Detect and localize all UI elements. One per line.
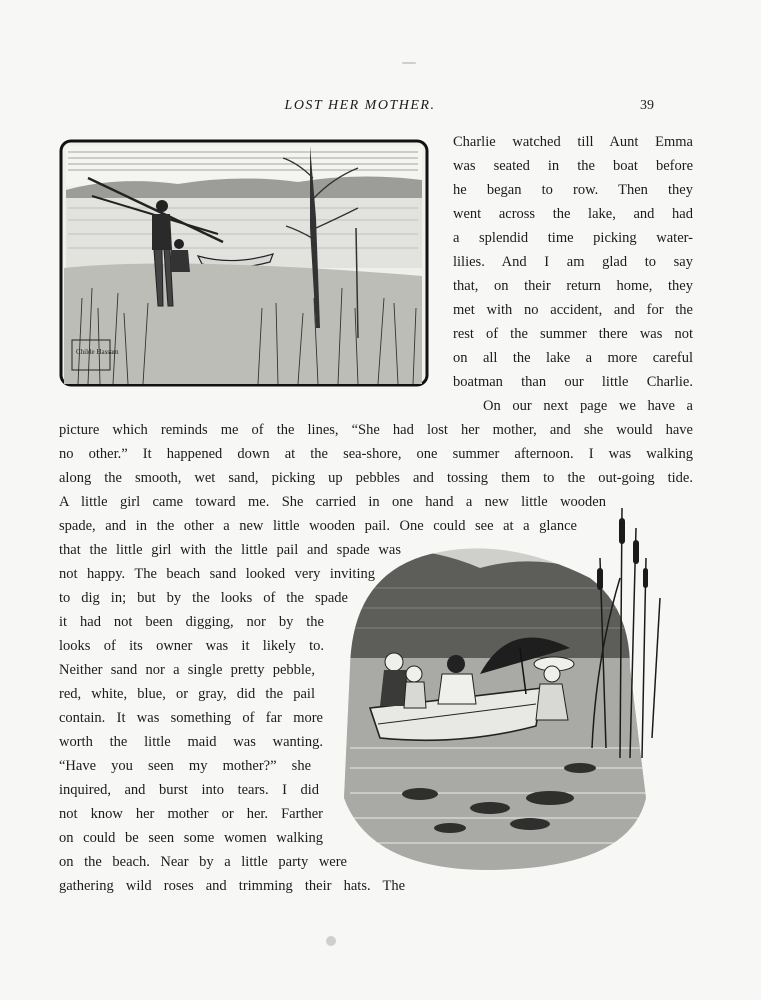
text-line-19: not happy. The beach sand looked very inviting (59, 566, 375, 582)
text-line-28: inquired, and burst into tears. I did (59, 782, 319, 798)
text-line-12: On our next page we have a (483, 398, 693, 414)
text-line-18: that the little girl with the little pail and spade was (59, 542, 401, 558)
text-line-17: spade, and in the other a new little wooden pail. One could see at a glance (59, 518, 577, 534)
text-line-27: “Have you seen my mother?” she (59, 758, 311, 774)
running-head (0, 98, 761, 118)
text-line-25: contain. It was something of far more (59, 710, 323, 726)
text-line-29: not know her mother or her. Farther (59, 806, 323, 822)
paper-speck (402, 62, 416, 64)
artist-signature: Childe Hassam (76, 348, 119, 356)
text-line-6: lilies. And I am glad to say (453, 254, 693, 270)
text-line-9: rest of the summer there was not (453, 326, 693, 342)
text-line-21: it had not been digging, nor by the (59, 614, 324, 630)
text-line-11: boatman than our little Charlie. (453, 374, 693, 390)
running-title: LOST HER MOTHER. (284, 98, 436, 113)
text-line-5: a splendid time picking water- (453, 230, 693, 246)
text-line-30: on could be seen some women walking (59, 830, 323, 846)
text-line-1: Charlie watched till Aunt Emma (453, 134, 693, 150)
text-line-26: worth the little maid was wanting. (59, 734, 323, 750)
text-line-14: no other.” It happened down at the sea-shore, one summer afternoon. I was walking (59, 446, 693, 462)
text-line-7: that, on their return home, they (453, 278, 693, 294)
text-line-13: picture which reminds me of the lines, “She had lost her mother, and she would have (59, 422, 693, 438)
paper-speck (326, 936, 336, 946)
text-line-22: looks of its owner was it likely to. (59, 638, 324, 654)
text-line-15: along the smooth, wet sand, picking up pebbles and tossing them to the out-going tide. (59, 470, 693, 486)
page-number: 39 (640, 98, 654, 113)
text-line-3: he began to row. Then they (453, 182, 693, 198)
text-line-20: to dig in; but by the looks of the spade (59, 590, 348, 606)
text-line-23: Neither sand nor a single pretty pebble, (59, 662, 315, 678)
engraving-boy-with-oars-icon (58, 138, 430, 388)
text-line-24: red, white, blue, or gray, did the pail (59, 686, 315, 702)
text-line-10: on all the lake a more careful (453, 350, 693, 366)
text-line-8: met with no accident, and for the (453, 302, 693, 318)
text-line-32: gathering wild roses and trimming their hats. The (59, 878, 405, 894)
text-line-31: on the beach. Near by a little party were (59, 854, 347, 870)
text-line-4: went across the lake, and had (453, 206, 693, 222)
text-line-2: was seated in the boat before (453, 158, 693, 174)
text-line-16: A little girl came toward me. She carried in one hand a new little wooden (59, 494, 606, 510)
